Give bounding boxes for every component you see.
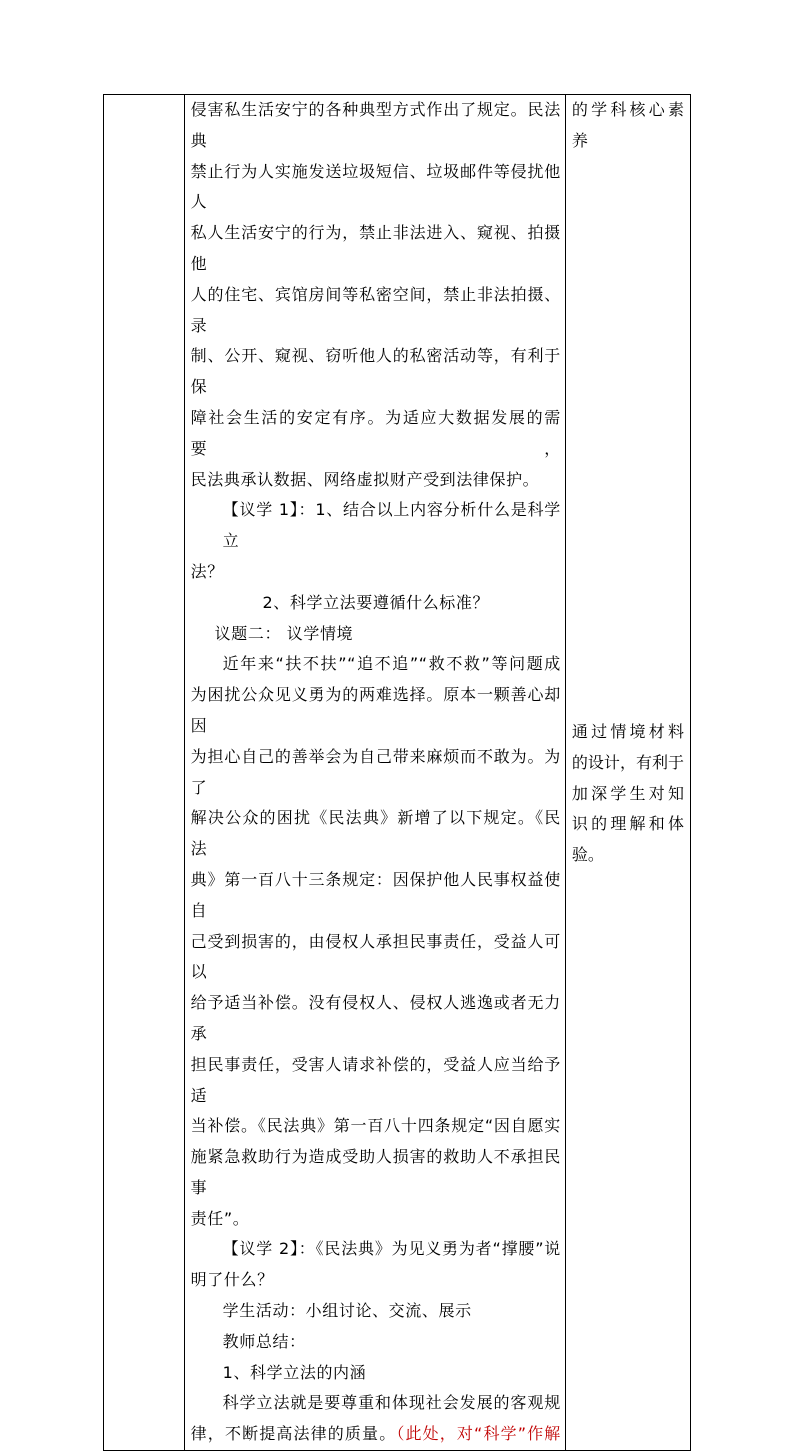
table-row: [104, 95, 691, 1451]
note-cell: [565, 95, 690, 1451]
note-line: 加深学生对知: [571, 783, 684, 803]
content-line: 【议学 1】：1、结合以上内容分析什么是科学立: [222, 500, 561, 551]
content-line: 民法典承认数据、网络虚拟财产受到法律保护。: [190, 469, 540, 489]
content-line: 议题二： 议学情境: [214, 623, 354, 643]
content-line: 责任”。: [190, 1208, 250, 1228]
note-top: [572, 95, 684, 157]
content-line: 典》第一百八十三条规定：因保护他人民事权益使自: [190, 869, 561, 920]
content-line: 禁止行为人实施发送垃圾短信、垃圾邮件等侵扰他人: [190, 161, 561, 212]
lesson-table: [103, 94, 691, 1451]
content-line: 法？: [190, 561, 224, 581]
content-line: 【议学 2】：《民法典》为见义勇为者“撑腰”说: [222, 1239, 561, 1259]
note-line: 的设计，有利于: [571, 752, 684, 772]
content-cell: [184, 95, 565, 1451]
content-line: 障社会生活的安定有序。为适应大数据发展的需要，: [190, 407, 561, 458]
content-text: [191, 95, 561, 1419]
blank-cell: [104, 95, 185, 1451]
content-line: 施紧急救助行为造成受助人损害的救助人不承担民事: [190, 1147, 561, 1197]
content-line: 学生活动：小组讨论、交流、展示: [222, 1301, 472, 1321]
content-line: 侵害私生活安宁的各种典型方式作出了规定。民法典: [190, 100, 561, 150]
content-line: 为困扰公众见义勇为的两难选择。原本一颗善心却因: [190, 685, 561, 735]
content-last-line: [191, 1419, 561, 1450]
content-line: 私人生活安宁的行为，禁止非法进入、窥视、拍摄他: [190, 223, 561, 273]
content-line: 制、公开、窥视、窃听他人的私密活动等，有利于保: [190, 346, 561, 397]
note-middle: [572, 717, 684, 871]
content-line: 给予适当补偿。没有侵权人、侵权人逃逸或者无力承: [190, 993, 561, 1043]
content-line: 解决公众的困扰《民法典》新增了以下规定。《民法: [190, 808, 561, 859]
note-line: 识的理解和体: [571, 814, 684, 834]
content-line: 2、科学立法要遵循什么标准？: [262, 592, 490, 612]
note-line: 验。: [571, 845, 604, 865]
content-line: 人的住宅、宾馆房间等私密空间，禁止非法拍摄、录: [190, 284, 561, 335]
content-line: 担民事责任，受害人请求补偿的，受益人应当给予适: [190, 1054, 561, 1105]
content-line: 当补偿。《民法典》第一百八十四条规定“因自愿实: [190, 1116, 561, 1136]
content-line: 近年来“扶不扶”“追不追”“救不救”等问题成: [222, 654, 561, 674]
content-line: 科学立法就是要尊重和体现社会发展的客观规: [222, 1393, 561, 1413]
content-line: 为担心自己的善举会为自己带来麻烦而不敢为。为了: [190, 746, 561, 797]
note-line: 通过情境材料: [571, 722, 684, 741]
last-line-red: （此处，对“科学”作解: [396, 1424, 561, 1444]
content-line: 己受到损害的，由侵权人承担民事责任，受益人可以: [190, 931, 561, 982]
content-line: 明了什么？: [190, 1270, 274, 1290]
note-line: 养: [571, 130, 588, 150]
content-line: 1、科学立法的内涵: [222, 1362, 367, 1382]
note-line: 的学科核心素: [571, 100, 684, 119]
last-line-black: 律，不断提高法律的质量。: [190, 1424, 397, 1444]
content-line: 教师总结：: [222, 1331, 306, 1351]
